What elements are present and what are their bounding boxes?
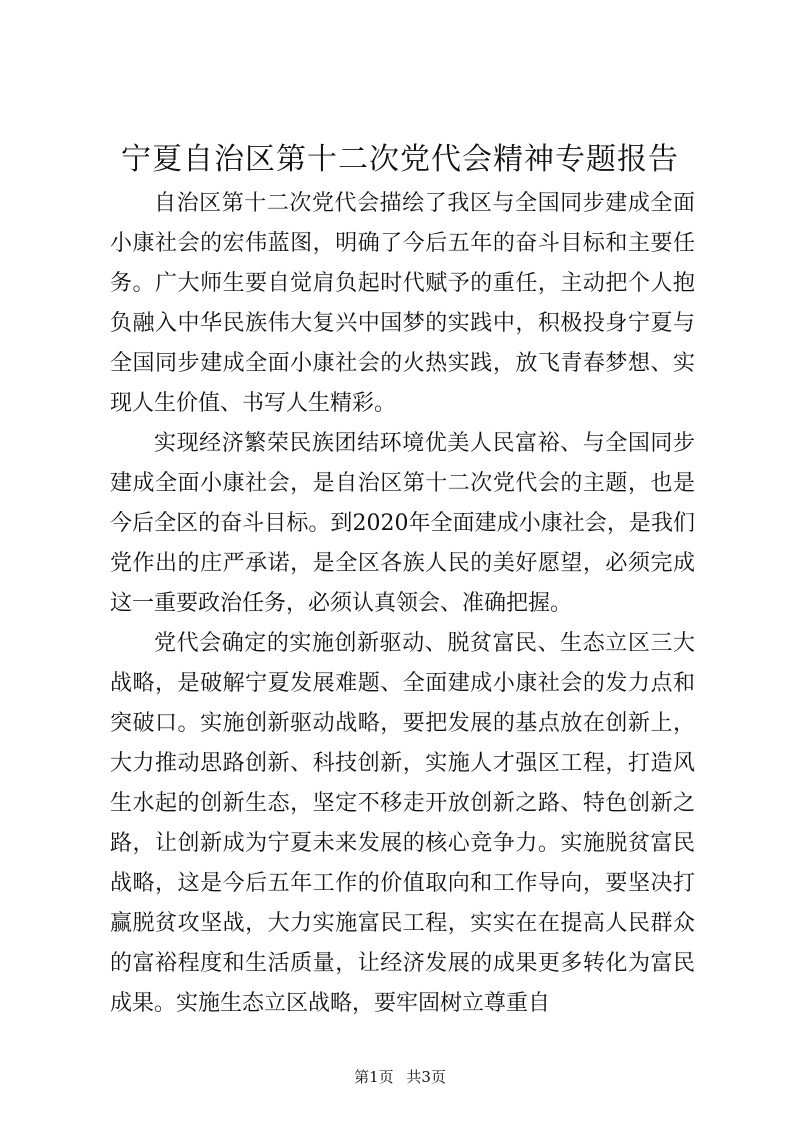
page-total: 共3页	[406, 1068, 446, 1086]
paragraph-2: 实现经济繁荣民族团结环境优美人民富裕、与全国同步建成全面小康社会，是自治区第十二次党代会的主题，也是今后全区的奋斗目标。到2020年全面建成小康社会，是我们党作出的庄严承诺，是全区各族人民的美好愿望，必须完成这一重要政治任务，必须认真领会、准确把握。	[110, 431, 695, 616]
document-title: 宁夏自治区第十二次党代会精神专题报告	[121, 142, 679, 177]
paragraph-1: 自治区第十二次党代会描绘了我区与全国同步建成全面小康社会的宏伟蓝图，明确了今后五年的奋斗目标和主要任务。广大师生要自觉肩负起时代赋予的重任，主动把个人抱负融入中华民族伟大复兴中国梦的实践中，积极投身宁夏与全国同步建成全面小康社会的火热实践，放飞青春梦想、实现人生价值、书写人生精彩。	[110, 191, 695, 416]
page-number: 第1页	[354, 1068, 394, 1086]
document-body	[110, 184, 695, 1024]
paragraph-3: 党代会确定的实施创新驱动、脱贫富民、生态立区三大战略，是破解宁夏发展难题、全面建成小康社会的发力点和突破口。实施创新驱动战略，要把发展的基点放在创新上，大力推动思路创新、科技创新，实施人才强区工程，打造风生水起的创新生态，坚定不移走开放创新之路、特色创新之路，让创新成为宁夏未来发展的核心竞争力。实施脱贫富民战略，这是今后五年工作的价值取向和工作导向，要坚决打赢脱贫攻坚战，大力实施富民工程，实实在在提高人民群众的富裕程度和生活质量，让经济发展的成果更多转化为富民成果。实施生态立区战略，要牢固树立尊重自	[110, 631, 695, 1016]
page-footer	[0, 1067, 800, 1087]
